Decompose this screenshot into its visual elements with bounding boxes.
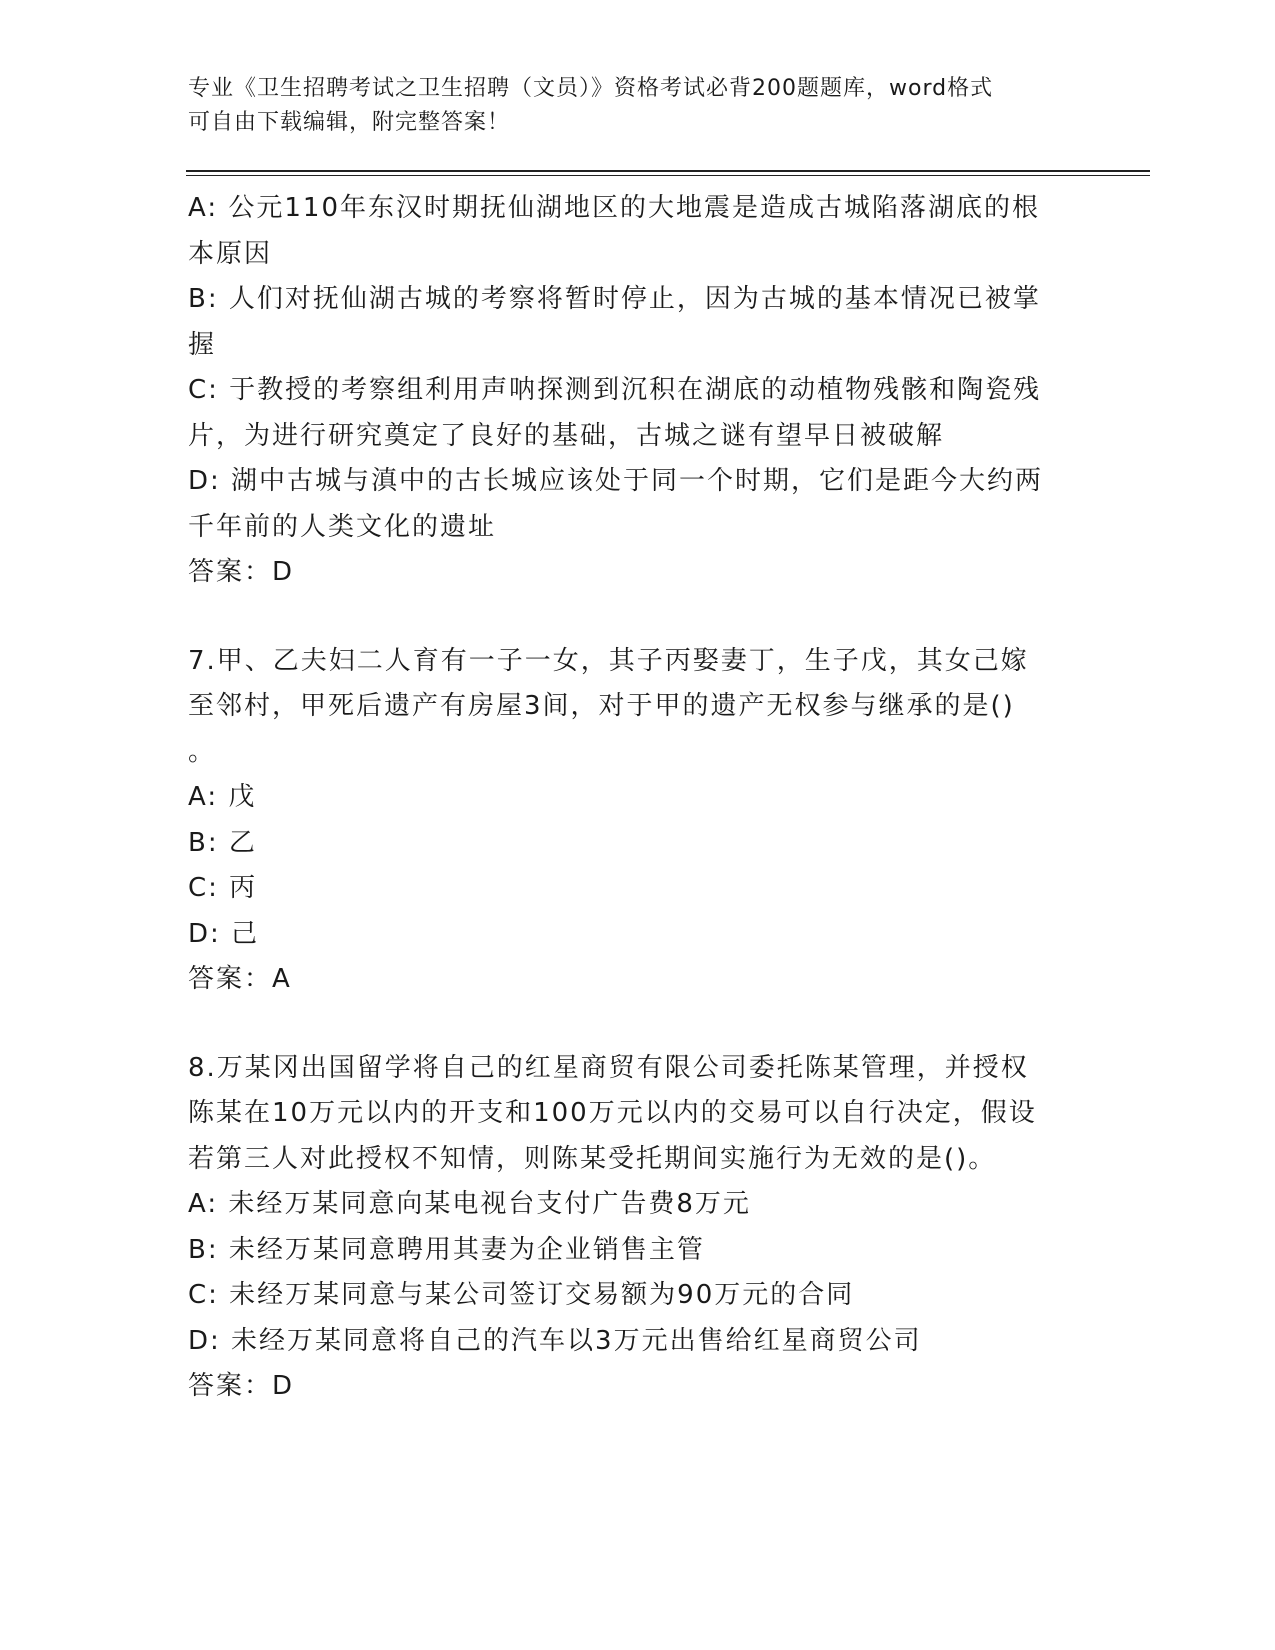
option-a-line-1: A: 公元110年东汉时期抚仙湖地区的大地震是造成古城陷落湖底的根 <box>188 193 1040 223</box>
question-list <box>188 186 1088 1410</box>
header-rule-bottom <box>186 175 1150 176</box>
option-c: C: 未经万某同意与某公司签订交易额为90万元的合同 <box>188 1280 855 1310</box>
question-6 <box>188 186 1088 596</box>
header-line-1: 专业《卫生招聘考试之卫生招聘（文员）》资格考试必背200题题库，word格式 <box>188 76 994 101</box>
option-d-line-1: D: 湖中古城与滇中的古长城应该处于同一个时期，它们是距今大约两 <box>188 466 1044 496</box>
option-c: C: 丙 <box>188 873 258 903</box>
answer: 答案：A <box>188 964 292 994</box>
question-stem-line-2: 陈某在10万元以内的开支和100万元以内的交易可以自行决定，假设 <box>188 1098 1037 1128</box>
option-a-line-2: 本原因 <box>188 238 273 269</box>
option-b: B: 乙 <box>188 827 257 858</box>
answer: 答案：D <box>188 1371 295 1401</box>
header-rule-top <box>186 170 1150 172</box>
question-7 <box>188 639 1088 1003</box>
option-c-line-1: C: 于教授的考察组利用声呐探测到沉积在湖底的动植物残骸和陶瓷残 <box>188 375 1042 405</box>
option-d: D: 己 <box>188 918 260 949</box>
question-stem-line-2: 至邻村，甲死后遗产有房屋3间，对于甲的遗产无权参与继承的是() <box>188 691 1015 721</box>
question-8 <box>188 1046 1088 1410</box>
option-b: B: 未经万某同意聘用其妻为企业销售主管 <box>188 1234 705 1265</box>
question-stem-line-3: 。 <box>188 736 217 767</box>
option-b-line-1: B: 人们对抚仙湖古城的考察将暂时停止，因为古城的基本情况已被掌 <box>188 284 1041 314</box>
question-stem-line-1: 7.甲、乙夫妇二人育有一子一女，其子丙娶妻丁，生子戊，其女己嫁 <box>188 645 1029 676</box>
option-d-line-2: 千年前的人类文化的遗址 <box>188 511 497 542</box>
option-c-line-2: 片，为进行研究奠定了良好的基础，古城之谜有望早日被破解 <box>188 420 945 451</box>
document-header <box>188 72 1068 140</box>
option-a: A: 未经万某同意向某电视台支付广告费8万元 <box>188 1189 751 1219</box>
header-line-2: 可自由下载编辑，附完整答案！ <box>188 110 511 135</box>
option-d: D: 未经万某同意将自己的汽车以3万元出售给红星商贸公司 <box>188 1325 922 1356</box>
option-b-line-2: 握 <box>188 329 217 360</box>
question-stem-line-1: 8.万某冈出国留学将自己的红星商贸有限公司委托陈某管理，并授权 <box>188 1052 1029 1083</box>
option-a: A: 戊 <box>188 782 257 812</box>
question-stem-line-3: 若第三人对此授权不知情，则陈某受托期间实施行为无效的是()。 <box>188 1143 997 1174</box>
answer: 答案：D <box>188 557 295 587</box>
